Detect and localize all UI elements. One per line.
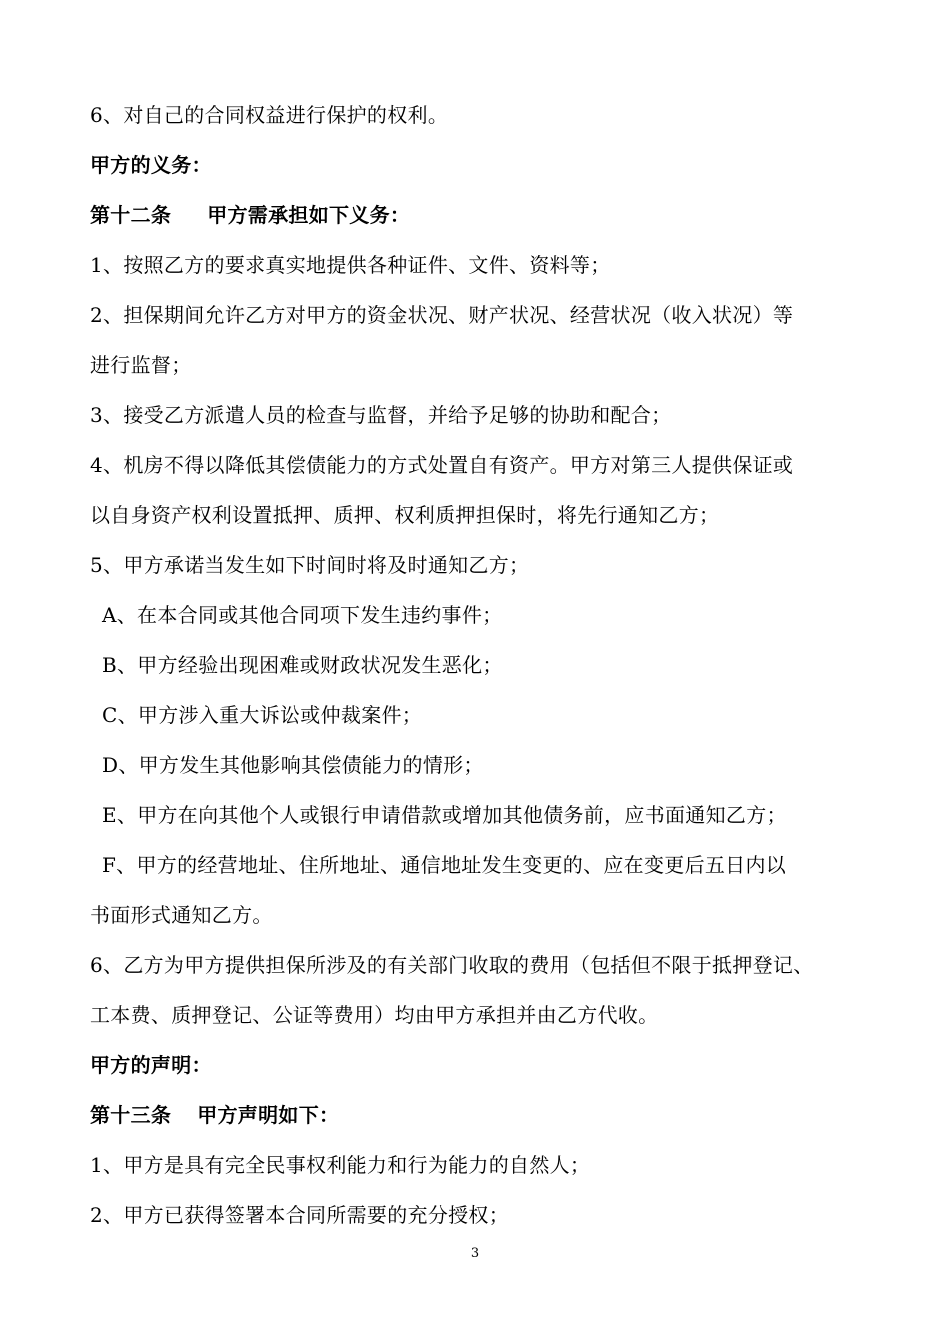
obligation-item-4-line1: 4、机房不得以降低其偿债能力的方式处置自有资产。甲方对第三人提供保证或 (90, 453, 794, 477)
article-13-number: 第十三条 (90, 1103, 172, 1127)
statement-item-2: 2、甲方已获得签署本合同所需要的充分授权； (90, 1203, 510, 1227)
sub-item-e: E、甲方在向其他个人或银行申请借款或增加其他债务前，应书面通知乙方； (102, 803, 787, 827)
obligation-item-4-line2: 以自身资产权利设置抵押、质押、权利质押担保时，将先行通知乙方； (90, 503, 720, 527)
sub-item-d: D、甲方发生其他影响其偿债能力的情形； (102, 753, 484, 777)
sub-item-f-line2: 书面形式通知乙方。 (90, 903, 273, 927)
clause-item-6-rights: 6、对自己的合同权益进行保护的权利。 (90, 103, 449, 127)
article-13-heading (90, 1100, 339, 1130)
obligation-item-6-line1: 6、乙方为甲方提供担保所涉及的有关部门收取的费用（包括但不限于抵押登记、 (90, 953, 814, 977)
sub-item-c: C、甲方涉入重大诉讼或仲裁案件； (102, 703, 423, 727)
sub-item-b: B、甲方经验出现困难或财政状况发生恶化； (102, 653, 503, 677)
obligation-item-3: 3、接受乙方派遣人员的检查与监督，并给予足够的协助和配合； (90, 403, 672, 427)
obligation-item-6-line2: 工本费、质押登记、公证等费用）均由甲方承担并由乙方代收。 (90, 1003, 659, 1027)
sub-item-f-line1: F、甲方的经营地址、住所地址、通信地址发生变更的、应在变更后五日内以 (102, 853, 787, 877)
article-12-heading (90, 200, 410, 230)
statement-item-1: 1、甲方是具有完全民事权利能力和行为能力的自然人； (90, 1153, 591, 1177)
article-12-number: 第十二条 (90, 203, 172, 227)
obligation-item-2-line1: 2、担保期间允许乙方对甲方的资金状况、财产状况、经营状况（收入状况）等 (90, 303, 794, 327)
sub-item-a: A、在本合同或其他合同项下发生违约事件； (102, 603, 503, 627)
page-number: 3 (470, 1246, 480, 1261)
obligation-item-1: 1、按照乙方的要求真实地提供各种证件、文件、资料等； (90, 253, 611, 277)
article-13-title: 甲方声明如下： (197, 1103, 340, 1127)
article-12-title: 甲方需承担如下义务： (207, 203, 411, 227)
section-heading-party-a-statement: 甲方的声明： (90, 1053, 212, 1077)
obligation-item-2-line2: 进行监督； (90, 353, 192, 377)
obligation-item-5: 5、甲方承诺当发生如下时间时将及时通知乙方； (90, 553, 530, 577)
section-heading-party-a-obligations: 甲方的义务： (90, 153, 212, 177)
